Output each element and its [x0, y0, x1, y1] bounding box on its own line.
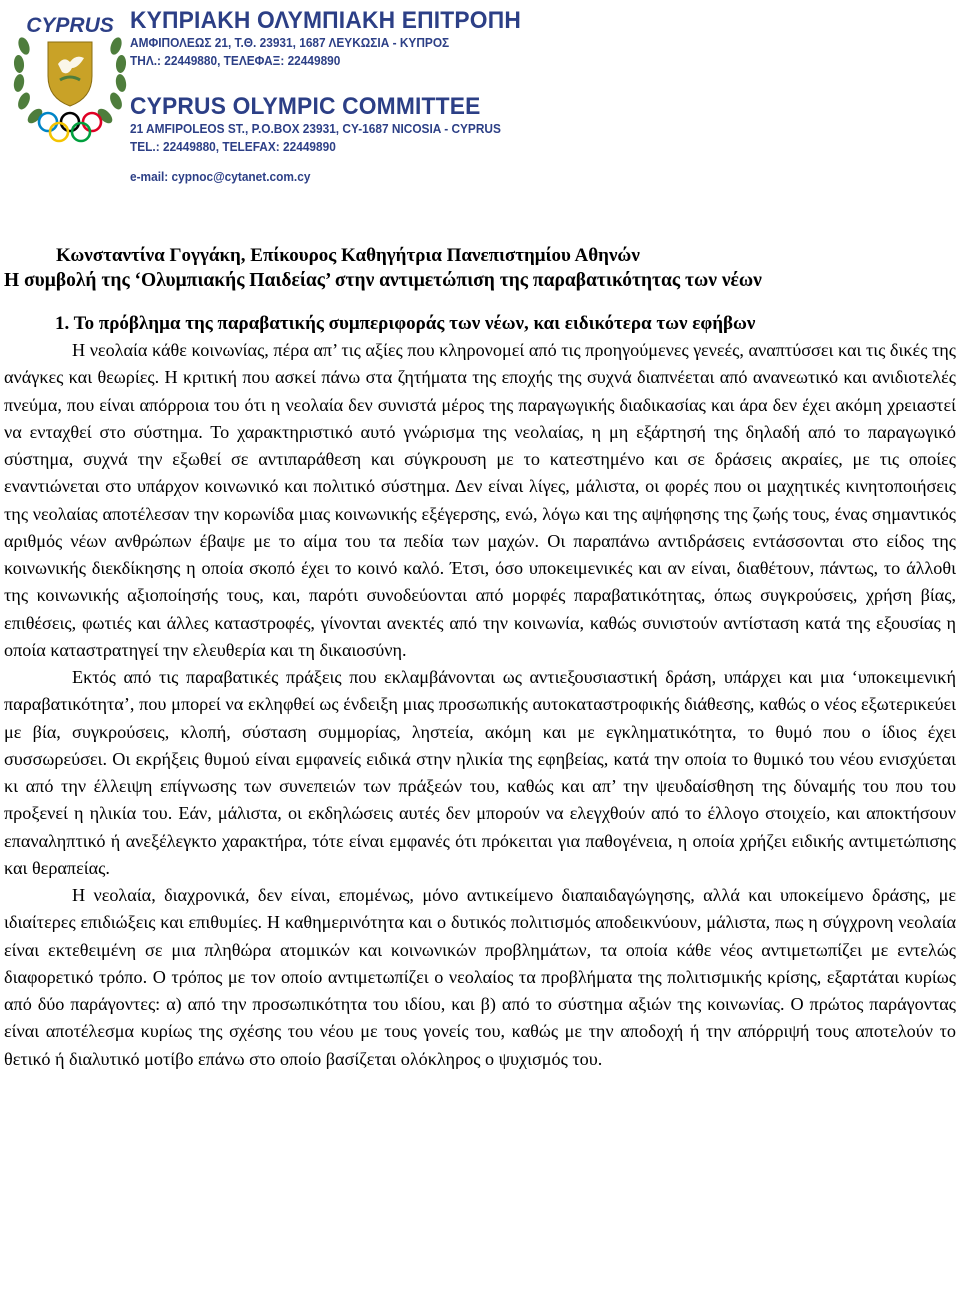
shield-icon	[48, 42, 92, 106]
paragraph: Η νεολαία, διαχρονικά, δεν είναι, επομένως, μόνο αντικείμενο διαπαιδαγώγησης, αλλά και υποκείμενο δράσης, με ιδιαίτερες επιδιώξεις και επιθυμίες. Η καθημερινότητα και ο δυτικός πολιτισμός αποδεικνύουν, μάλιστα, πως η σύγχρονη νεολαία είναι εκτεθειμένη σε μια πληθώρα ατομικών και κοινωνικών προβλημάτων, τα οποία κάθε νέος αντιμετωπίζει με εντελώς διαφορετικό τρόπο. Ο τρόπος με τον οποίο αντιμετωπίζει ο νεολαίος τα προβλήματα της πολιτισμικής κρίσης, εξαρτάται κυρίως από δύο παράγοντες: α) από την προσωπικότητα του ιδίου, και β) από το σύστημα αξιών της κοινωνίας. Ο πρώτος παράγοντας είναι αποτέλεσμα κυρίως της σχέσης του νέου με τους γονείς του, καθώς με την αποδοχή ή την απόρριψή τους αποτελούν το θετικό ή διαλυτικό μοτίβο επάνω στο οποίο βασίζεται ολόκληρος ο ψυχισμός του.	[4, 885, 956, 1069]
cyprus-olympic-logo	[8, 6, 132, 154]
author-line: Κωνσταντίνα Γογγάκη, Επίκουρος Καθηγήτρια Πανεπιστημίου Αθηνών	[56, 245, 640, 266]
letterhead	[0, 0, 960, 200]
document-body	[4, 243, 956, 1073]
english-phone: TEL.: 22449880, TELEFAX: 22449890	[130, 139, 336, 154]
email-link[interactable]: e-mail: cypnoc@cytanet.com.cy	[130, 169, 311, 184]
document-title: Η συμβολή της ‘Ολυμπιακής Παιδείας’ στην αντιμετώπιση της παραβατικότητας των νέων	[4, 270, 762, 291]
greek-block	[130, 8, 550, 70]
english-address: 21 AMFIPOLEOS ST., P.O.BOX 23931, CY-1687 NICOSIA - CYPRUS	[130, 121, 501, 136]
english-block	[130, 94, 542, 156]
greek-address: ΑΜΦΙΠΟΛΕΩΣ 21, Τ.Θ. 23931, 1687 ΛΕΥΚΩΣΙΑ - ΚΥΠΡΟΣ	[130, 35, 450, 50]
paragraph: Εκτός από τις παραβατικές πράξεις που εκλαμβάνονται ως αντιεξουσιαστική δράση, υπάρχει και μια ‘υποκειμενική παραβατικότητα’, που μπορεί να εκληφθεί ως ένδειξη μιας προσωπικής αυτοκαταστροφικής διάθεσης, καθώς ο νέος εξωτερικεύει με βία, συγκρούσεις, κλοπή, σύσταση συμμορίας, ληστεία, ακόμη και με εγκληματικότητα, το θυμό που ο ίδιος έχει συσσωρεύσει. Οι εκρήξεις θυμού είναι εμφανείς ειδικά στην ηλικία της εφηβείας, κατά την οποία το θυμικό του νέου ενισχύεται κι από την έλλειψη επίγνωσης των συνεπειών των πράξεών του, καθώς και απ’ την ψευδαίσθηση της δύναμής του που του προξενεί η ηλικία του. Εάν, μάλιστα, οι εκδηλώσεις αυτές δεν μπορούν να ελεγχθούν από το έλλογο στοιχείο, και αποκτήσουν επαναληπτικό ή ανεξέλεγκτο χαρακτήρα, τότε είναι εμφανές ότι πρόκειται για παθογένεια, η οποία χρήζει ειδικής αντιμετώπισης και θεραπείας.	[4, 667, 956, 878]
greek-phone: ΤΗΛ.: 22449880, ΤΕΛΕΦΑΞ: 22449890	[130, 53, 341, 68]
paragraph: Η νεολαία κάθε κοινωνίας, πέρα απ’ τις αξίες που κληρονομεί από τις προηγούμενες γενεές, αναπτύσσει και τις δικές της ανάγκες και θεωρίες. Η κριτική που ασκεί πάνω στα ζητήματα της εποχής της συχνά διαπνέεται από ανανεωτικό και ανιδιοτελές πνεύμα, που είναι απόρροια του ότι η νεολαία δεν συνιστά μέρος της παραγωγικής διαδικασίας και άρα δεν έχει ακόμη χρειαστεί να ενταχθεί στο σύστημα. Το χαρακτηριστικό αυτό γνώρισμα της νεολαίας, η μη εξάρτησή της δηλαδή από το παραγωγικό σύστημα, συχνά την εξωθεί σε αντιπαράθεση και σύγκρουση με το κατεστημένο και σε δράσεις ακραίες, με τις οποίες εναντιώνεται στο υπάρχον κοινωνικό και πολιτικό σύστημα. Δεν είναι λίγες, μάλιστα, οι φορές που οι μαχητικές κινητοποιήσεις της νεολαίας αποτέλεσαν την κορωνίδα μιας κοινωνικής εξέγερσης, ενώ, λόγω και της αψήφησης της ζωής τους, ένας σημαντικός αριθμός νέων ανθρώπων έβαψε με το αίμα του τα πεδία των μαχών. Οι παραπάνω αντιδράσεις εντάσσονται στο είδος της κοινωνικής διεκδίκησης η οποία σκοπό έχει το κοινό καλό. Έτσι, όσο υποκειμενικές και αν είναι, διαθέτουν, πάντως, το άλλοθι της κοινωνικής αξιοποίησής τους, και, παρότι συνοδεύονται από μορφές παραβατικότητας, όπως συγκρούσεις, χρήση βίας, επιθέσεις, φωτιές και άλλες καταστροφές, γίνονται ανεκτές από την κοινωνία, καθώς συνιστούν αντίσταση κατά της εξουσίας η οποία καταστρατηγεί την ελευθερία και τη δικαιοσύνη.	[4, 340, 956, 660]
logo-text: CYPRUS	[26, 14, 114, 37]
section-heading: 1. Το πρόβλημα της παραβατικής συμπεριφοράς των νέων, και ειδικότερα των εφήβων	[55, 313, 756, 334]
greek-committee-name: ΚΥΠΡΙΑΚΗ ΟΛΥΜΠΙΑΚΗ ΕΠΙΤΡΟΠΗ	[130, 7, 521, 34]
paragraphs	[4, 337, 956, 1073]
olympic-rings-icon	[39, 113, 101, 141]
english-committee-name: CYPRUS OLYMPIC COMMITTEE	[130, 93, 481, 120]
